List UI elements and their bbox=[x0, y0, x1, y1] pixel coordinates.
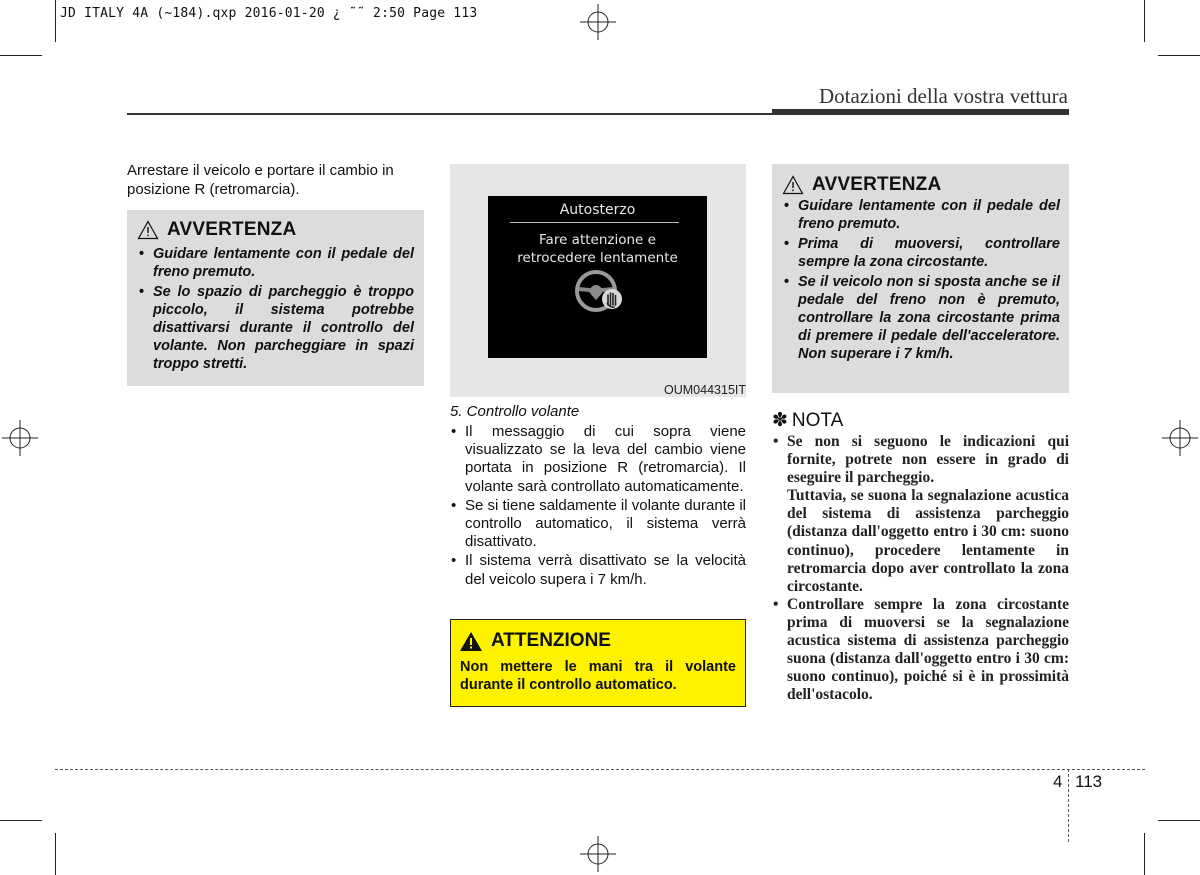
warning-item: • Prima di muoversi, controllare sempre la zona circostante. bbox=[782, 235, 1060, 271]
crop-mark bbox=[1144, 0, 1145, 42]
warning-item: • Se il veicolo non si sposta anche se il pedale del freno non è premuto, controllare la zona circostante prima di premere il pedale dell'acceleratore. Non superare i 7 km/h. bbox=[782, 273, 1060, 363]
note-paragraph: • Controllare sempre la zona circostante prima di muoversi se la segnalazione acustica sistema di assistenza parcheggio suona (distanza dall'oggetto entro i 30 cm: suono continuo), poiché si è in prossimità dell'ostacolo. bbox=[787, 595, 1069, 704]
body-list-item: • Il sistema verrà disattivato se la velocità del veicolo supera i 7 km/h. bbox=[450, 552, 746, 588]
warning-header bbox=[782, 174, 1060, 196]
note-item bbox=[772, 596, 1069, 705]
screen-divider bbox=[510, 222, 679, 223]
warning-item: • Guidare lentamente con il pedale del freno premuto. bbox=[137, 245, 414, 281]
warning-triangle-icon bbox=[137, 220, 159, 240]
header-rule bbox=[127, 113, 772, 115]
warning-title: AVVERTENZA bbox=[812, 174, 942, 195]
registration-mark-icon bbox=[580, 4, 616, 40]
crop-mark bbox=[1158, 55, 1200, 56]
warning-item: • Se lo spazio di parcheggio è troppo piccolo, il sistema potrebbe disattivarsi durante il controllo del volante. Non parcheggiare in spazi troppo stretti. bbox=[137, 283, 414, 373]
registration-mark-icon bbox=[1162, 420, 1198, 456]
caution-box bbox=[450, 619, 746, 707]
note-list bbox=[772, 433, 1069, 704]
slug-line: JD ITALY 4A (~184).qxp 2016-01-20 ¿ ˜˜ 2:50 Page 113 bbox=[60, 6, 478, 21]
caution-triangle-icon bbox=[459, 631, 483, 652]
note-title: NOTA bbox=[791, 409, 844, 431]
header-rule-accent bbox=[772, 109, 1069, 115]
crop-mark bbox=[55, 0, 56, 42]
crop-mark bbox=[1144, 833, 1145, 875]
figure-code: OUM044315IT bbox=[664, 383, 746, 397]
page-number: 113 bbox=[1075, 772, 1103, 791]
caution-header bbox=[459, 630, 611, 652]
warning-box-right bbox=[772, 164, 1069, 393]
screen-message-line: Fare attenzione e bbox=[539, 232, 656, 248]
crop-mark bbox=[0, 55, 42, 56]
note-paragraph: • Se non si seguono le indicazioni qui fornite, potrete non essere in grado di eseguire il parcheggio. bbox=[787, 433, 1069, 487]
steering-wheel-hand-icon bbox=[574, 267, 626, 315]
display-screen bbox=[488, 196, 707, 358]
warning-list bbox=[137, 245, 414, 373]
crop-mark bbox=[55, 833, 56, 875]
warning-title: AVVERTENZA bbox=[167, 219, 297, 240]
body-list-item: • Il messaggio di cui sopra viene visualizzato se la leva del cambio viene portata in posizione R (retromarcia). Il volante sarà controllato automaticamente. bbox=[450, 423, 746, 496]
warning-header bbox=[137, 219, 414, 241]
intro-paragraph: Arrestare il veicolo e portare il cambio in posizione R (retromarcia). bbox=[127, 162, 394, 198]
screen-title: Autosterzo bbox=[559, 202, 636, 218]
note-item bbox=[772, 433, 1069, 596]
section-title: 5. Controllo volante bbox=[450, 403, 580, 420]
page-header-title: Dotazioni della vostra vettura bbox=[819, 84, 1068, 108]
caution-title: ATTENZIONE bbox=[491, 630, 611, 651]
crop-mark bbox=[1158, 820, 1200, 821]
footer-separator bbox=[1068, 769, 1069, 842]
caution-text: Non mettere le mani tra il volante durante il controllo automatico. bbox=[460, 659, 736, 693]
registration-mark-icon bbox=[580, 836, 616, 872]
screen-message-line: retrocedere lentamente bbox=[517, 250, 678, 266]
chapter-number: 4 bbox=[1053, 772, 1063, 791]
note-symbol-icon: ✽ bbox=[772, 410, 788, 431]
body-list-item: • Se si tiene saldamente il volante durante il controllo automatico, il sistema verrà disattivato. bbox=[450, 497, 746, 552]
warning-box-left bbox=[127, 210, 424, 386]
warning-list bbox=[782, 197, 1060, 363]
note-paragraph: Tuttavia, se suona la segnalazione acustica del sistema di assistenza parcheggio (distanza dall'oggetto entro i 30 cm: suono continuo), procedere lentamente in retromarcia dopo aver controllato la zona circostante. bbox=[787, 487, 1069, 595]
registration-mark-icon bbox=[2, 420, 38, 456]
crop-mark bbox=[0, 820, 42, 821]
footer-rule bbox=[55, 769, 1145, 770]
warning-item: • Guidare lentamente con il pedale del freno premuto. bbox=[782, 197, 1060, 233]
warning-triangle-icon bbox=[782, 175, 804, 195]
screen-message bbox=[488, 231, 707, 267]
body-list bbox=[450, 423, 746, 590]
note-header bbox=[772, 409, 843, 432]
